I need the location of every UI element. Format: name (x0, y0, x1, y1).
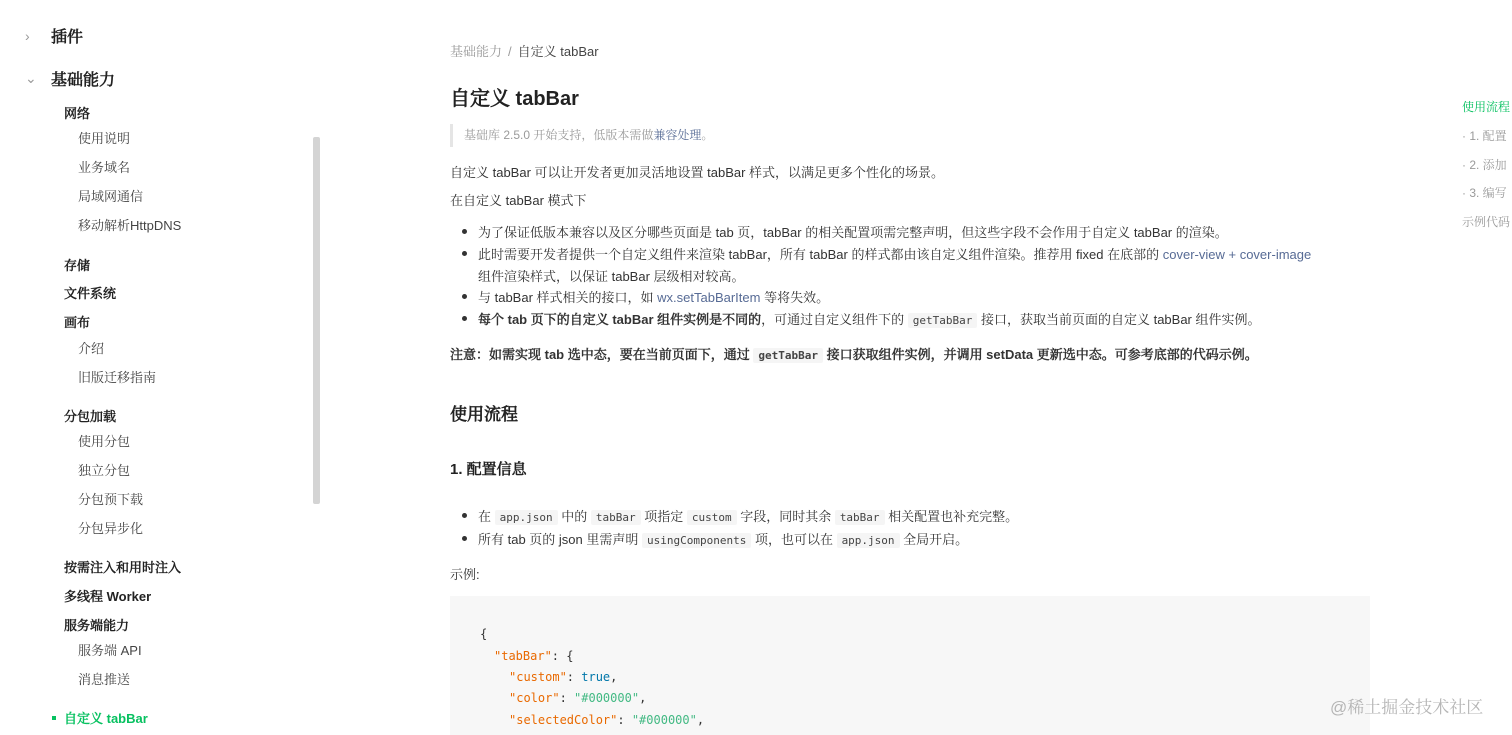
bullet-text: 此时需要开发者提供一个自定义组件来渲染 tabBar，所有 tabBar 的样式都由该自定义组件渲染。推荐用 fixed 在底部的 (478, 247, 1163, 262)
breadcrumb-current: 自定义 tabBar (517, 44, 599, 59)
bullet-text: 中的 (557, 509, 591, 524)
sidebar-nav (0, 0, 320, 735)
sidebar-item-push[interactable]: 消息推送 (78, 672, 131, 687)
mode-intro: 在自定义 tabBar 模式下 (450, 193, 587, 208)
code-value: "#000000" (631, 713, 697, 727)
sidebar-item-server-api[interactable]: 服务端 API (78, 643, 142, 658)
bullet-text: 等将失效。 (760, 290, 830, 305)
notice-paragraph (450, 344, 1258, 363)
heading-usage-flow: 使用流程 (450, 405, 518, 424)
sidebar-item-use-subpackage[interactable]: 使用分包 (78, 434, 131, 449)
support-note-suffix: 。 (701, 128, 714, 142)
bullet-text: 字段，同时其余 (736, 509, 835, 524)
table-of-contents (1462, 0, 1512, 735)
active-indicator-icon (52, 716, 56, 720)
sidebar-item-domain[interactable]: 业务域名 (78, 160, 131, 175)
breadcrumb-parent[interactable]: 基础能力 (450, 44, 503, 59)
cover-view-link[interactable]: cover-view (1162, 247, 1225, 262)
inline-code: usingComponents (642, 533, 751, 548)
sidebar-section-subpackage[interactable]: 分包加载 (64, 409, 117, 424)
sidebar-item-custom-tabbar[interactable] (52, 708, 148, 727)
sidebar-section-storage[interactable]: 存储 (64, 258, 91, 273)
toc-item-flow[interactable]: 使用流程 (1462, 100, 1511, 114)
compat-link[interactable]: 兼容处理 (653, 128, 702, 142)
sidebar-item-label: 自定义 tabBar (64, 711, 148, 726)
bullet-text: 与 tabBar 样式相关的接口，如 (478, 290, 658, 305)
bullet-text: 项指定 (640, 509, 687, 524)
code-line (509, 691, 646, 705)
breadcrumb (450, 41, 599, 60)
inline-code: custom (687, 510, 737, 525)
sidebar-section-canvas[interactable]: 画布 (64, 315, 91, 330)
inline-code: app.json (837, 533, 900, 548)
sidebar-section-server[interactable]: 服务端能力 (64, 618, 130, 633)
list-item (478, 506, 1018, 525)
list-item (478, 287, 829, 306)
code-punct: : (559, 691, 575, 705)
toc-item-config[interactable]: · 1. 配置 (1462, 129, 1507, 143)
list-item (478, 309, 1261, 328)
toc-item-write[interactable]: · 3. 编写 (1462, 186, 1507, 200)
code-line (509, 713, 704, 727)
inline-code: tabBar (591, 510, 641, 525)
code-key: "tabBar" (494, 649, 552, 663)
code-value: "#000000" (574, 691, 640, 705)
code-line (509, 670, 617, 684)
code-line: { (480, 627, 488, 641)
bullet-bold-text: 每个 tab 页下的自定义 tabBar 组件实例是不同的 (478, 312, 762, 327)
bullet-text: 项，也可以在 (751, 532, 837, 547)
bullet-text: 接口，获取当前页面的自定义 tabBar 组件实例。 (977, 312, 1261, 327)
list-item-continuation: 组件渲染样式，以保证 tabBar 层级相对较高。 (478, 269, 745, 284)
inline-code: getTabBar (908, 313, 978, 328)
inline-code: tabBar (835, 510, 885, 525)
code-block[interactable] (450, 596, 1370, 735)
inline-code: getTabBar (753, 348, 823, 363)
watermark: @稀土掘金技术社区 (1330, 698, 1484, 717)
sidebar-section-lazy-inject[interactable]: 按需注入和用时注入 (64, 560, 182, 575)
chevron-down-icon: ⌄ (25, 70, 37, 86)
code-punct: , (696, 713, 705, 727)
code-key: "selectedColor" (509, 713, 618, 727)
sidebar-item-canvas-migrate[interactable]: 旧版迁移指南 (78, 370, 157, 385)
example-label: 示例: (450, 567, 480, 582)
code-line (494, 649, 573, 663)
bullet-text: 在 (478, 509, 495, 524)
breadcrumb-separator: / (508, 44, 512, 59)
sidebar-item-preload[interactable]: 分包预下载 (78, 492, 144, 507)
sidebar-item-label: 插件 (51, 29, 84, 46)
list-item (478, 529, 968, 548)
code-punct: : (566, 670, 582, 684)
inline-code: app.json (495, 510, 558, 525)
code-key: "custom" (509, 670, 567, 684)
bullet-text: 所有 tab 页的 json 里需声明 (478, 532, 642, 547)
settabbaritem-link[interactable]: wx.setTabBarItem (657, 290, 761, 305)
sidebar-scrollbar[interactable] (313, 137, 320, 504)
code-key: "color" (509, 691, 560, 705)
code-punct: : { (551, 649, 574, 663)
sidebar-section-network[interactable]: 网络 (64, 106, 91, 121)
sidebar-section-filesystem[interactable]: 文件系统 (64, 286, 117, 301)
sidebar-item-label: 基础能力 (51, 72, 116, 89)
sidebar-item-canvas-intro[interactable]: 介绍 (78, 341, 105, 356)
sidebar-item-usage[interactable]: 使用说明 (78, 131, 131, 146)
chevron-right-icon: › (25, 27, 30, 44)
sidebar-item-async[interactable]: 分包异步化 (78, 521, 144, 536)
bullet-text: 相关配置也补充完整。 (884, 509, 1019, 524)
sidebar-item-lan[interactable]: 局域网通信 (78, 189, 144, 204)
bullet-text: 全局开启。 (899, 532, 969, 547)
toc-item-add[interactable]: · 2. 添加 (1462, 158, 1507, 172)
intro-paragraph: 自定义 tabBar 可以让开发者更加灵活地设置 tabBar 样式，以满足更多个性化的场景。 (450, 165, 945, 180)
sidebar-item-basic[interactable] (25, 67, 115, 90)
list-item: 为了保证低版本兼容以及区分哪些页面是 tab 页，tabBar 的相关配置项需完整声明，但这些字段不会作用于自定义 tabBar 的渲染。 (478, 222, 1228, 241)
bullet-text: ，可通过自定义组件下的 (761, 312, 908, 327)
support-note-text: 基础库 2.5.0 开始支持，低版本需做 (464, 128, 654, 142)
plus-sign: + (1224, 247, 1240, 262)
code-punct: : (617, 713, 632, 727)
notice-text: 接口获取组件实例，并调用 setData 更新选中态。可参考底部的代码示例。 (822, 347, 1258, 362)
notice-text: 注意：如需实现 tab 选中态，要在当前页面下，通过 (450, 347, 754, 362)
code-punct: , (639, 691, 647, 705)
code-punct: , (610, 670, 618, 684)
cover-image-link[interactable]: cover-image (1239, 247, 1312, 262)
support-note (450, 124, 1370, 147)
code-value: true (581, 670, 611, 684)
heading-config-info: 1. 配置信息 (450, 461, 527, 478)
sidebar-section-worker[interactable]: 多线程 Worker (64, 589, 152, 604)
list-item (478, 244, 1311, 263)
main-content (450, 0, 1370, 735)
sidebar-item-httpdns[interactable]: 移动解析HttpDNS (78, 218, 182, 233)
sidebar-item-plugin[interactable] (25, 24, 83, 47)
toc-item-example[interactable]: 示例代码 (1462, 215, 1511, 229)
sidebar-item-independent[interactable]: 独立分包 (78, 463, 131, 478)
page-title: 自定义 tabBar (450, 88, 579, 110)
